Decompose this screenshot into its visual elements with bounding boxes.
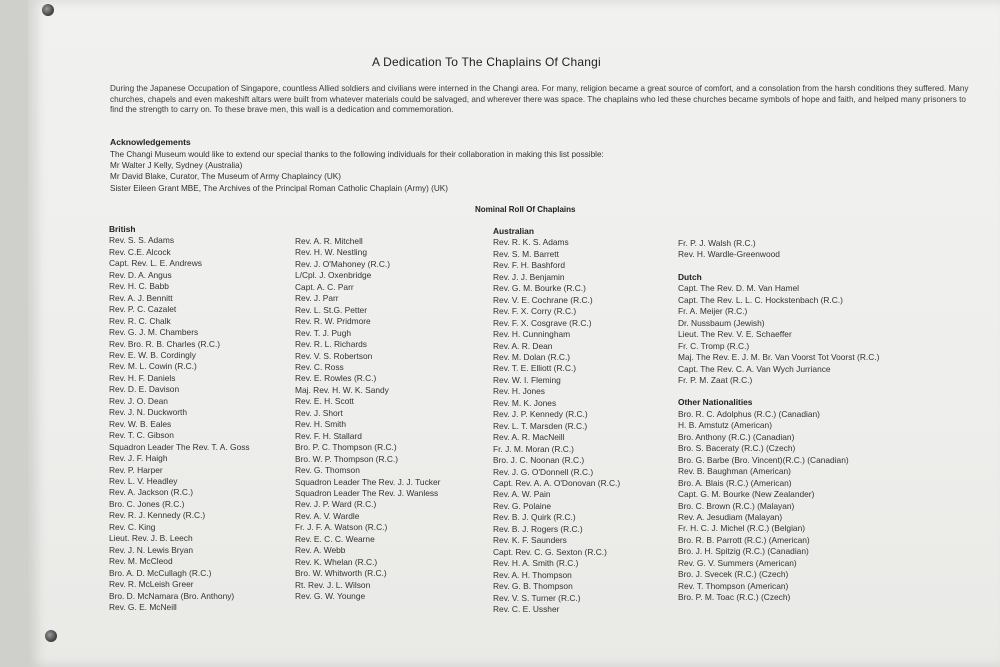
chaplain-name: Rev. A. Jackson (R.C.): [109, 487, 194, 498]
chaplain-name: Rev. B. Baughman (American): [678, 466, 791, 477]
chaplain-name: Rev. D. A. Angus: [109, 269, 172, 280]
chaplain-name: L/Cpl. J. Oxenbridge: [295, 270, 372, 281]
chaplain-name: Rev. J. O. Dean: [109, 395, 168, 406]
chaplain-name: Rev. G. E. McNeill: [109, 601, 177, 612]
chaplain-name: Rev. J. J. Benjamin: [493, 271, 565, 282]
british-column-2: [295, 236, 440, 603]
chaplain-name: Maj. Rev. H. W. K. Sandy: [295, 384, 389, 395]
chaplain-name: Capt. The Rev. L. L. C. Hockstenbach (R.C.): [678, 294, 843, 305]
chaplain-name: Rev. F. X. Cosgrave (R.C.): [493, 317, 592, 328]
dutch-heading: Dutch: [678, 271, 702, 282]
chaplain-name: Bro. J. Svecek (R.C.) (Czech): [678, 569, 789, 580]
chaplain-name: Rev. D. E. Davison: [109, 384, 180, 395]
acknowledgements-heading: Acknowledgements: [110, 137, 191, 147]
chaplain-name: H. B. Amstutz (American): [678, 420, 773, 431]
chaplain-name: Rev. G. Thomson: [295, 465, 360, 476]
chaplain-name: Rev. W. B. Eales: [109, 418, 172, 429]
chaplain-name: Rev. R. J. Kennedy (R.C.): [109, 510, 206, 521]
section-spacer: [678, 261, 879, 272]
chaplain-name: Capt. The Rev. C. A. Van Wych Jurriance: [678, 363, 831, 374]
acknowledgements-list: [110, 149, 810, 194]
chaplain-name: Bro. D. McNamara (Bro. Anthony): [109, 590, 235, 601]
chaplain-name: Bro. S. Baceraty (R.C.) (Czech): [678, 443, 796, 454]
chaplain-name: Fr. A. Meijer (R.C.): [678, 306, 748, 317]
chaplain-name: Rev. A. R. MacNeill: [493, 432, 565, 443]
chaplain-name: Fr. J. F. A. Watson (R.C.): [295, 522, 388, 533]
right-column: [678, 238, 879, 604]
chaplain-name: Bro. P. M. Toac (R.C.) (Czech): [678, 592, 791, 603]
chaplain-name: Rev. B. J. Rogers (R.C.): [493, 523, 583, 534]
chaplain-name: Rev. K. F. Saunders: [493, 535, 567, 546]
chaplain-name: Rev. V. S. Turner (R.C.): [493, 592, 581, 603]
chaplain-name: Rev. H. A. Smith (R.C.): [493, 558, 579, 569]
chaplain-name: Rev. E. C. C. Wearne: [295, 533, 375, 544]
chaplain-name: Rev. H. C. Babb: [109, 281, 169, 292]
chaplain-name: Rev. L. St.G. Petter: [295, 304, 367, 315]
chaplain-name: Bro. A. D. McCullagh (R.C.): [109, 567, 212, 578]
ack-line: Sister Eileen Grant MBE, The Archives of the Principal Roman Catholic Chaplain (Army) (UK): [110, 183, 448, 193]
ack-line: Mr Walter J Kelly, Sydney (Australia): [110, 161, 243, 171]
chaplain-name: Rev. C. E. Ussher: [493, 603, 560, 614]
page-title: A Dedication To The Chaplains Of Changi: [372, 55, 601, 69]
chaplain-name: Rev. H. Smith: [295, 419, 347, 430]
chaplain-name: Capt. Rev. L. E. Andrews: [109, 258, 202, 269]
chaplain-name: Rev. E. Rowles (R.C.): [295, 373, 377, 384]
chaplain-name: Bro. P. C. Thompson (R.C.): [295, 442, 397, 453]
chaplain-name: Rev. J. P. Ward (R.C.): [295, 499, 377, 510]
chaplain-name: Rev. T. J. Pugh: [295, 327, 352, 338]
chaplain-name: Lieut. The Rev. V. E. Schaeffer: [678, 329, 792, 340]
chaplain-name: Rev. S. M. Barrett: [493, 248, 559, 259]
chaplain-name: Capt. A. C. Parr: [295, 281, 354, 292]
chaplain-name: Rev. E. H. Scott: [295, 396, 354, 407]
chaplain-name: Rev. R. W. Pridmore: [295, 316, 371, 327]
chaplain-name: Rev. J. N. Lewis Bryan: [109, 544, 194, 555]
intro-paragraph: During the Japanese Occupation of Singapore, countless Allied soldiers and civilians were interned in the Changi area. For many, religion became a great source of comfort, and a consolation from the harsh conditions they suffered. Many churches, chapels and even makeshift altars were built from whatever materials could be salvaged, and wherever there was space. The chaplains who led these churches became symbols of hope and faith, and helped many prisoners to find the strength to carry on. To these brave men, this wall is a dedication and commemoration.: [110, 84, 969, 114]
chaplain-name: Fr. J. M. Moran (R.C.): [493, 443, 574, 454]
chaplain-name: Rev. T. E. Elliott (R.C.): [493, 363, 576, 374]
british-heading: British: [109, 224, 136, 234]
chaplain-name: Rev. V. S. Robertson: [295, 350, 373, 361]
chaplain-name: Bro. J. C. Noonan (R.C.): [493, 455, 585, 466]
ack-line: The Changi Museum would like to extend our special thanks to the following individuals for their collaboration in making this list possible:: [110, 150, 604, 159]
screw-top-left: [42, 4, 54, 16]
chaplain-name: Rev. A. J. Bennitt: [109, 292, 173, 303]
chaplain-name: Rev. F. H. Stallard: [295, 430, 362, 441]
chaplain-name: Rev. L. V. Headley: [109, 475, 178, 486]
chaplain-name: Rev. K. Whelan (R.C.): [295, 556, 378, 567]
chaplain-name: Rev. A. R. Dean: [493, 340, 553, 351]
chaplain-name: Rev. A. Jesudiam (Malayan): [678, 511, 783, 522]
chaplain-name: Rev. R. K. S. Adams: [493, 237, 569, 248]
chaplain-name: Fr. P. M. Zaat (R.C.): [678, 374, 753, 385]
chaplain-name: Rev. G. B. Thompson: [493, 581, 573, 592]
chaplain-name: Capt. G. M. Bourke (New Zealander): [678, 489, 815, 500]
chaplain-name: Rev. J. F. Haigh: [109, 453, 168, 464]
nominal-roll-heading: Nominal Roll Of Chaplains: [475, 205, 576, 214]
chaplain-name: Rev. M. McCleod: [109, 556, 173, 567]
chaplain-name: Rev. P. Harper: [109, 464, 163, 475]
chaplain-name: Squadron Leader The Rev. J. Wanless: [295, 487, 439, 498]
chaplain-name: Rev. H. F. Daniels: [109, 372, 176, 383]
chaplain-name: Capt. Rev. C. G. Sexton (R.C.): [493, 546, 607, 557]
australian-column: [493, 226, 620, 615]
chaplain-name: Maj. The Rev. E. J. M. Br. Van Voorst Tot Voorst (R.C.): [678, 352, 880, 363]
chaplain-name: Fr. C. Tromp (R.C.): [678, 340, 750, 351]
chaplain-name: Bro. G. Barbe (Bro. Vincent)(R.C.) (Canadian): [678, 454, 849, 465]
chaplain-name: Rev. J. O'Mahoney (R.C.): [295, 258, 390, 269]
chaplain-name: Rev. A. Webb: [295, 545, 346, 556]
chaplain-name: Squadron Leader The Rev. J. J. Tucker: [295, 476, 441, 487]
chaplain-name: Rev. Bro. R. B. Charles (R.C.): [109, 338, 221, 349]
chaplain-name: Rev. R. McLeish Greer: [109, 579, 194, 590]
chaplain-name: Rev. E. W. B. Cordingly: [109, 349, 196, 360]
chaplain-name: Rev. M. K. Jones: [493, 397, 557, 408]
chaplain-name: Rev. A. V. Wardle: [295, 510, 360, 521]
chaplain-name: Rev. C.E. Alcock: [109, 246, 171, 257]
chaplain-name: Bro. Anthony (R.C.) (Canadian): [678, 431, 795, 442]
chaplain-name: Rev. J. P. Kennedy (R.C.): [493, 409, 588, 420]
chaplain-name: Rev. R. L. Richards: [295, 339, 367, 350]
chaplain-name: Lieut. Rev. J. B. Leech: [109, 533, 193, 544]
chaplain-name: Rev. G. J. M. Chambers: [109, 327, 199, 338]
chaplain-name: Rev. T. Thompson (American): [678, 580, 789, 591]
chaplain-name: Rev. V. E. Cochrane (R.C.): [493, 294, 593, 305]
chaplain-name: Rev. W. I. Fleming: [493, 374, 561, 385]
chaplain-name: Rev. G. Polaine: [493, 500, 552, 511]
australian-heading: Australian: [493, 226, 534, 236]
chaplain-name: Rev. F. X. Corry (R.C.): [493, 306, 577, 317]
chaplain-name: Rev. R. C. Chalk: [109, 315, 171, 326]
chaplain-name: Capt. The Rev. D. M. Van Hamel: [678, 283, 800, 294]
chaplain-name: Rev. H. Cunningham: [493, 329, 571, 340]
chaplain-name: Rev. G. M. Bourke (R.C.): [493, 283, 586, 294]
section-spacer: [678, 386, 879, 397]
chaplain-name: Rev. J. Parr: [295, 293, 339, 304]
chaplain-name: Rev. G. V. Summers (American): [678, 557, 797, 568]
chaplain-name: Rev. J. G. O'Donnell (R.C.): [493, 466, 594, 477]
chaplain-name: Rev. H. Wardle-Greenwood: [678, 249, 780, 260]
chaplain-name: Rev. M. Dolan (R.C.): [493, 351, 571, 362]
chaplain-name: Bro. W. P. Thompson (R.C.): [295, 453, 399, 464]
chaplain-name: Rt. Rev. J. L. Wilson: [295, 579, 371, 590]
chaplain-name: Rev. B. J. Quirk (R.C.): [493, 512, 576, 523]
chaplain-name: Rev. J. Short: [295, 407, 343, 418]
chaplain-name: Bro. J. H. Spitzig (R.C.) (Canadian): [678, 546, 809, 557]
chaplain-name: Rev. P. C. Cazalet: [109, 304, 177, 315]
chaplain-name: Bro. C. Jones (R.C.): [109, 498, 185, 509]
chaplain-name: Bro. R. B. Parrott (R.C.) (American): [678, 534, 810, 545]
chaplain-name: Rev. S. S. Adams: [109, 235, 175, 246]
ack-line: Mr David Blake, Curator, The Museum of Army Chaplaincy (UK): [110, 172, 341, 182]
other-nationalities-heading: Other Nationalities: [678, 397, 753, 408]
chaplain-name: Rev. L. T. Marsden (R.C.): [493, 420, 588, 431]
chaplain-name: Rev. J. N. Duckworth: [109, 407, 188, 418]
chaplain-name: Rev. A. H. Thompson: [493, 569, 572, 580]
screw-bottom-left: [45, 630, 57, 642]
chaplain-name: Fr. P. J. Walsh (R.C.): [678, 238, 756, 248]
chaplain-name: Rev. G. W. Younge: [295, 591, 366, 602]
chaplain-name: Dr. Nussbaum (Jewish): [678, 317, 765, 328]
chaplain-name: Squadron Leader The Rev. T. A. Goss: [109, 441, 250, 452]
chaplain-name: Bro. W. Whitworth (R.C.): [295, 568, 387, 579]
chaplain-name: Rev. F. H. Bashford: [493, 260, 565, 271]
chaplain-name: Rev. H. Jones: [493, 386, 545, 397]
chaplain-name: Rev. A. W. Pain: [493, 489, 551, 500]
chaplain-name: Bro. R. C. Adolphus (R.C.) (Canadian): [678, 408, 820, 419]
chaplain-name: Rev. C. King: [109, 521, 156, 532]
chaplain-name: Rev. A. R. Mitchell: [295, 236, 363, 246]
chaplain-name: Bro. C. Brown (R.C.) (Malayan): [678, 500, 795, 511]
chaplain-name: Rev. M. L. Cowin (R.C.): [109, 361, 197, 372]
chaplain-name: Fr. H. C. J. Michel (R.C.) (Belgian): [678, 523, 806, 534]
chaplain-name: Rev. C. Ross: [295, 361, 344, 372]
chaplain-name: Bro. A. Blais (R.C.) (American): [678, 477, 792, 488]
chaplain-name: Rev. H. W. Nestling: [295, 247, 367, 258]
chaplain-name: Rev. T. C. Gibson: [109, 430, 174, 441]
chaplain-name: Capt. Rev. A. A. O'Donovan (R.C.): [493, 477, 621, 488]
british-column-1: [109, 224, 250, 613]
